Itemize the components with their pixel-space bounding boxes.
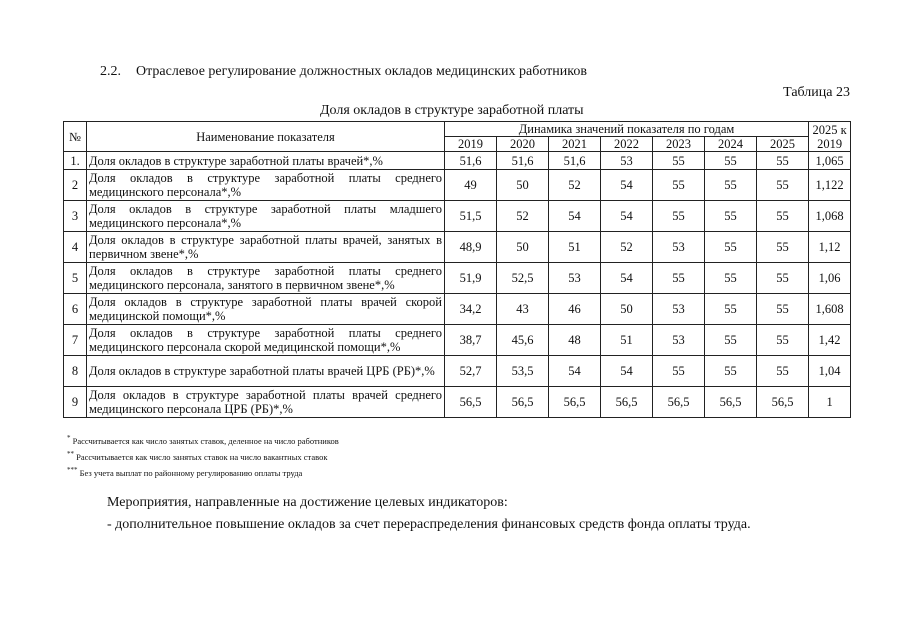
row-ratio: 1,608	[809, 294, 851, 325]
row-value: 54	[601, 356, 653, 387]
row-value: 56,5	[601, 387, 653, 418]
footnote-mark: *	[67, 434, 71, 442]
row-value: 55	[705, 152, 757, 170]
table-row	[64, 232, 851, 263]
row-value: 51	[549, 232, 601, 263]
table-row	[64, 325, 851, 356]
footnote	[67, 448, 339, 464]
row-value: 55	[653, 263, 705, 294]
row-value: 55	[757, 294, 809, 325]
row-value: 52,7	[445, 356, 497, 387]
row-value: 56,5	[653, 387, 705, 418]
row-indicator-name: Доля окладов в структуре заработной платы врачей, занятых в первичном звене*,%	[87, 232, 445, 263]
row-value: 55	[705, 263, 757, 294]
row-number: 4	[64, 232, 87, 263]
row-value: 53	[653, 325, 705, 356]
row-indicator-name: Доля окладов в структуре заработной платы врачей среднего медицинского персонала ЦРБ (РБ)*,%	[87, 387, 445, 418]
row-number: 3	[64, 201, 87, 232]
section-heading	[100, 64, 587, 80]
row-value: 55	[653, 152, 705, 170]
row-indicator-name: Доля окладов в структуре заработной платы среднего медицинского персонала скорой медицинской помощи*,%	[87, 325, 445, 356]
row-value: 55	[757, 325, 809, 356]
table-row	[64, 170, 851, 201]
row-value: 55	[705, 356, 757, 387]
header-name: Наименование показателя	[87, 122, 445, 152]
header-year: 2025	[757, 137, 809, 152]
row-value: 55	[705, 232, 757, 263]
section-number: 2.2.	[100, 64, 121, 79]
row-value: 52	[549, 170, 601, 201]
footnote-mark: **	[67, 449, 74, 458]
row-value: 55	[757, 152, 809, 170]
footnote-text: Рассчитывается как число занятых ставок на число вакантных ставок	[76, 451, 328, 462]
footnote-mark: ***	[67, 465, 78, 474]
table-label: Таблица 23	[783, 85, 850, 100]
row-value: 51,6	[497, 152, 549, 170]
row-value: 54	[601, 201, 653, 232]
row-indicator-name: Доля окладов в структуре заработной платы среднего медицинского персонала*,%	[87, 170, 445, 201]
row-value: 49	[445, 170, 497, 201]
row-value: 55	[653, 356, 705, 387]
measure-item: - дополнительное повышение окладов за счет перераспределения финансовых средств фонда оплаты труда.	[107, 517, 751, 532]
row-ratio: 1	[809, 387, 851, 418]
row-ratio: 1,04	[809, 356, 851, 387]
row-value: 48,9	[445, 232, 497, 263]
row-value: 55	[705, 170, 757, 201]
row-ratio: 1,122	[809, 170, 851, 201]
header-year: 2022	[601, 137, 653, 152]
row-value: 56,5	[497, 387, 549, 418]
row-value: 52	[601, 232, 653, 263]
measures-title: Мероприятия, направленные на достижение целевых индикаторов:	[107, 495, 508, 510]
measures-section	[107, 492, 751, 536]
row-value: 50	[497, 170, 549, 201]
row-indicator-name: Доля окладов в структуре заработной платы врачей ЦРБ (РБ)*,%	[87, 356, 445, 387]
row-indicator-name: Доля окладов в структуре заработной платы врачей скорой медицинской помощи*,%	[87, 294, 445, 325]
row-ratio: 1,068	[809, 201, 851, 232]
header-year: 2024	[705, 137, 757, 152]
footnote	[67, 464, 339, 480]
row-value: 53	[601, 152, 653, 170]
row-value: 54	[601, 170, 653, 201]
row-value: 46	[549, 294, 601, 325]
row-ratio: 1,12	[809, 232, 851, 263]
row-value: 38,7	[445, 325, 497, 356]
row-value: 51,6	[445, 152, 497, 170]
row-value: 55	[757, 263, 809, 294]
row-value: 55	[757, 232, 809, 263]
header-year: 2019	[445, 137, 497, 152]
row-value: 51,5	[445, 201, 497, 232]
row-value: 50	[601, 294, 653, 325]
header-ratio: 2025 к 2019	[809, 122, 851, 152]
row-number: 6	[64, 294, 87, 325]
row-value: 52,5	[497, 263, 549, 294]
header-year: 2021	[549, 137, 601, 152]
row-value: 51,9	[445, 263, 497, 294]
row-value: 51	[601, 325, 653, 356]
table-body	[64, 152, 851, 418]
row-value: 52	[497, 201, 549, 232]
row-value: 53	[549, 263, 601, 294]
measures-list	[107, 514, 751, 536]
row-number: 7	[64, 325, 87, 356]
row-ratio: 1,065	[809, 152, 851, 170]
row-value: 55	[757, 201, 809, 232]
row-indicator-name: Доля окладов в структуре заработной платы младшего медицинского персонала*,%	[87, 201, 445, 232]
row-value: 53	[653, 294, 705, 325]
table-caption: Доля окладов в структуре заработной платы	[320, 103, 584, 118]
row-value: 54	[549, 201, 601, 232]
section-title: Отраслевое регулирование должностных окладов медицинских работников	[136, 64, 587, 79]
row-value: 55	[653, 170, 705, 201]
header-year: 2023	[653, 137, 705, 152]
footnotes	[67, 432, 339, 479]
header-num: №	[64, 122, 87, 152]
row-value: 54	[549, 356, 601, 387]
row-indicator-name: Доля окладов в структуре заработной платы среднего медицинского персонала, занятого в первичном звене*,%	[87, 263, 445, 294]
table-row	[64, 201, 851, 232]
row-value: 55	[757, 170, 809, 201]
row-number: 9	[64, 387, 87, 418]
row-value: 56,5	[445, 387, 497, 418]
header-year: 2020	[497, 137, 549, 152]
footnote-text: Без учета выплат по районному регулированию оплаты труда	[79, 467, 303, 478]
row-value: 56,5	[549, 387, 601, 418]
row-value: 55	[757, 356, 809, 387]
row-ratio: 1,42	[809, 325, 851, 356]
row-number: 2	[64, 170, 87, 201]
header-dynamics: Динамика значений показателя по годам	[445, 122, 809, 137]
row-value: 51,6	[549, 152, 601, 170]
row-value: 53	[653, 232, 705, 263]
salary-share-table	[63, 121, 851, 418]
row-value: 55	[653, 201, 705, 232]
row-number: 8	[64, 356, 87, 387]
row-value: 55	[705, 325, 757, 356]
row-value: 55	[705, 294, 757, 325]
row-value: 54	[601, 263, 653, 294]
row-value: 45,6	[497, 325, 549, 356]
table-row	[64, 387, 851, 418]
row-value: 48	[549, 325, 601, 356]
header-row-top	[64, 122, 851, 137]
row-ratio: 1,06	[809, 263, 851, 294]
row-value: 53,5	[497, 356, 549, 387]
table-row	[64, 356, 851, 387]
row-indicator-name: Доля окладов в структуре заработной платы врачей*,%	[87, 152, 445, 170]
row-number: 1.	[64, 152, 87, 170]
footnote	[67, 432, 339, 448]
row-value: 56,5	[757, 387, 809, 418]
table-row	[64, 152, 851, 170]
footnote-text: Рассчитывается как число занятых ставок, деленное на число работников	[72, 435, 339, 446]
row-value: 55	[705, 201, 757, 232]
row-value: 56,5	[705, 387, 757, 418]
row-value: 50	[497, 232, 549, 263]
table-row	[64, 263, 851, 294]
table-row	[64, 294, 851, 325]
row-value: 34,2	[445, 294, 497, 325]
row-value: 43	[497, 294, 549, 325]
row-number: 5	[64, 263, 87, 294]
